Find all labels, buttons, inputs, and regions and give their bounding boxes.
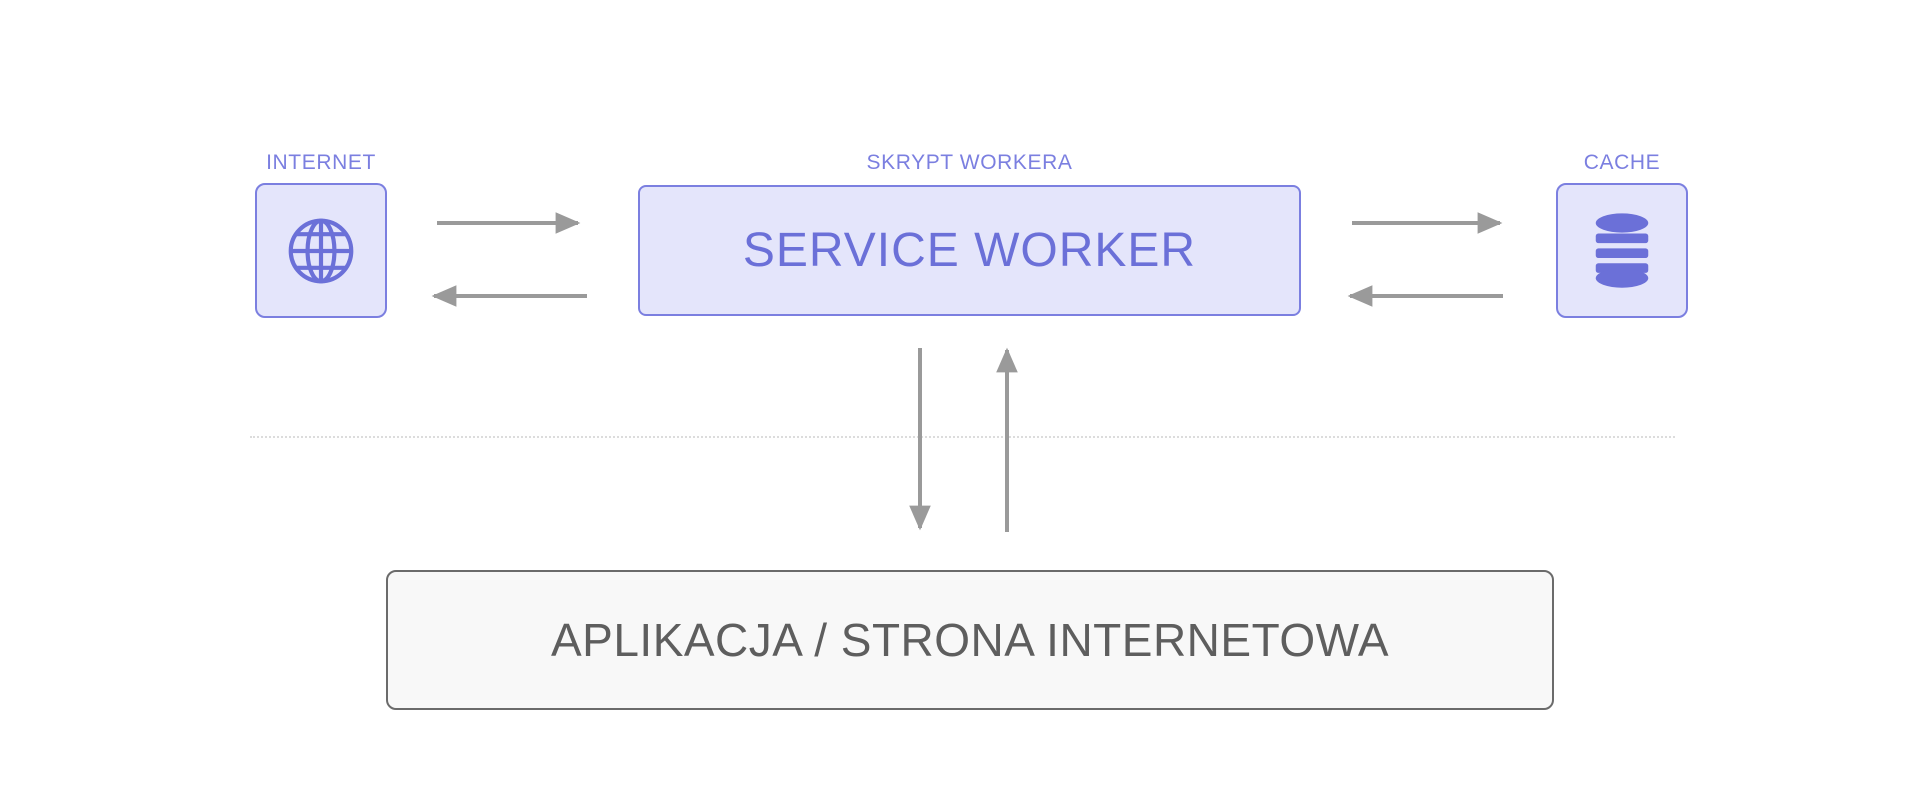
globe-icon	[279, 209, 363, 293]
node-service-worker-caption: SKRYPT WORKERA	[866, 151, 1073, 174]
dotted-separator	[250, 436, 1675, 438]
database-icon	[1586, 209, 1658, 293]
node-application-label: APLIKACJA / STRONA INTERNETOWA	[550, 614, 1390, 666]
node-cache[interactable]	[1556, 151, 1688, 318]
node-service-worker-label: SERVICE WORKER	[742, 224, 1197, 277]
node-cache-caption: CACHE	[1583, 151, 1661, 174]
node-internet[interactable]	[255, 151, 387, 318]
node-application[interactable]	[386, 570, 1554, 710]
node-internet-caption: INTERNET	[266, 151, 376, 174]
node-service-worker[interactable]	[638, 151, 1301, 316]
